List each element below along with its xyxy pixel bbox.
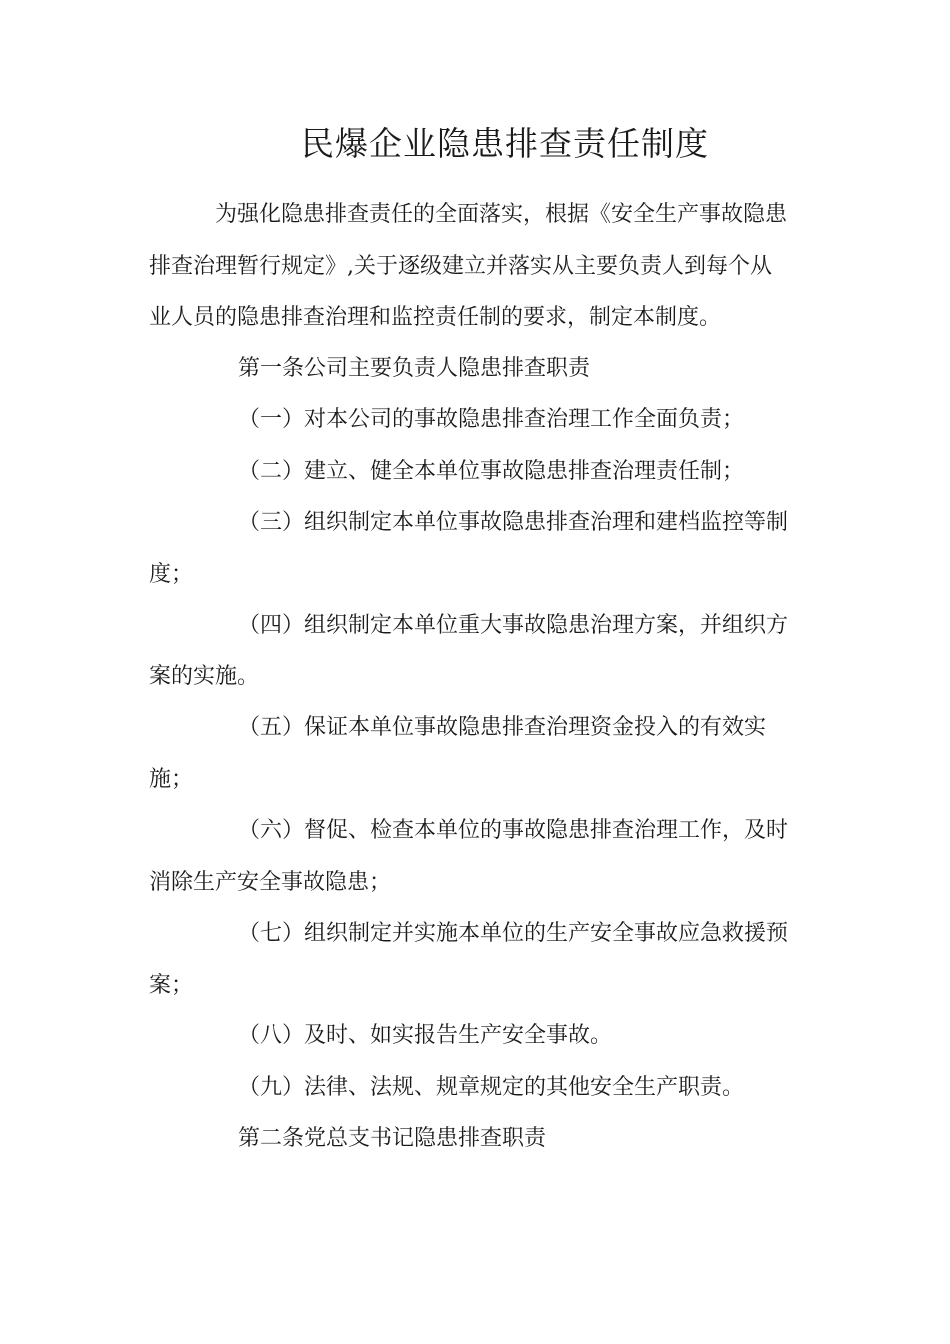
article-1-item-1: （一）对本公司的事故隐患排查治理工作全面负责； [238, 407, 745, 432]
article-1-item-9: （九）法律、法规、规章规定的其他安全生产职责。 [238, 1075, 745, 1100]
intro-line-3: 业人员的隐患排查治理和监控责任制的要求，制定本制度。 [149, 305, 722, 330]
article-1-heading: 第一条公司主要负责人隐患排查职责 [238, 356, 591, 381]
article-2-heading: 第二条党总支书记隐患排查职责 [238, 1126, 547, 1151]
article-1-item-5-continued: 施； [149, 767, 194, 792]
article-1-item-8: （八）及时、如实报告生产安全事故。 [238, 1023, 613, 1048]
article-1-item-4: （四）组织制定本单位重大事故隐患治理方案，并组织方 [238, 613, 789, 638]
article-1-item-7-continued: 案； [149, 973, 194, 998]
article-1-item-5: （五）保证本单位事故隐患排查治理资金投入的有效实 [238, 715, 767, 740]
article-1-item-3: （三）组织制定本单位事故隐患排查治理和建档监控等制 [238, 510, 789, 535]
intro-line-1: 为强化隐患排查责任的全面落实，根据《安全生产事故隐患 [215, 202, 788, 227]
article-1-item-6-continued: 消除生产安全事故隐患； [149, 870, 392, 895]
document-title: 民爆企业隐患排查责任制度 [301, 124, 709, 163]
article-1-item-4-continued: 案的实施。 [149, 664, 260, 689]
article-1-item-2: （二）建立、健全本单位事故隐患排查治理责任制； [238, 459, 745, 484]
intro-line-2: 排查治理暂行规定》,关于逐级建立并落实从主要负责人到每个从 [149, 254, 772, 279]
article-1-item-7: （七）组织制定并实施本单位的生产安全事故应急救援预 [238, 921, 789, 946]
article-1-item-6: （六）督促、检查本单位的事故隐患排查治理工作，及时 [238, 818, 789, 843]
article-1-item-3-continued: 度； [149, 562, 194, 587]
